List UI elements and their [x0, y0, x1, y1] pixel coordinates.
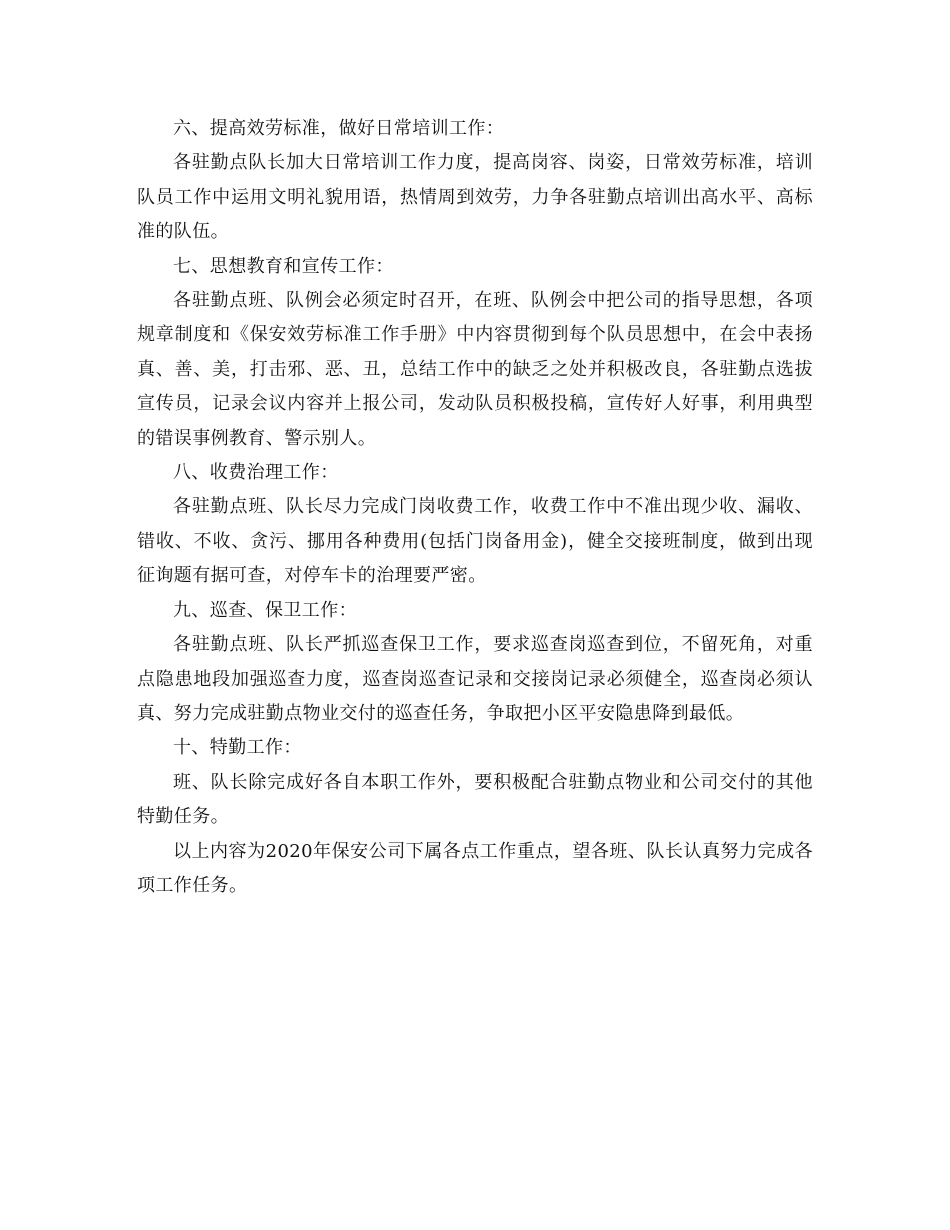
heading-section-10: 十、特勤工作： — [173, 737, 302, 759]
document-body — [137, 112, 813, 903]
paragraph-section-8: 各驻勤点班、队长尽力完成门岗收费工作，收费工作中不准出现少收、漏收、错收、不收、贪污、挪用各种费用(包括门岗备用金)，健全交接班制度，做到出现征询题有据可查，对停车卡的治理要严密。 — [137, 496, 813, 587]
heading-section-8: 八、收费治理工作： — [173, 462, 339, 484]
heading-section-9: 九、巡查、保卫工作： — [173, 599, 357, 621]
heading-section-7: 七、思想教育和宣传工作： — [173, 255, 394, 277]
heading-section-6: 六、提高效劳标准，做好日常培训工作： — [173, 118, 505, 139]
paragraph-section-10: 班、队长除完成好各自本职工作外，要积极配合驻勤点物业和公司交付的其他特勤任务。 — [137, 771, 813, 828]
paragraph-section-7: 各驻勤点班、队例会必须定时召开，在班、队例会中把公司的指导思想，各项规章制度和《保安效劳标准工作手册》中内容贯彻到每个队员思想中，在会中表扬真、善、美，打击邪、恶、丑，总结工作中的缺乏之处并积极改良，各驻勤点选拔宣传员，记录会议内容并上报公司，发动队员积极投稿，宣传好人好事，利用典型的错误事例教育、警示别人。 — [137, 290, 813, 449]
paragraph-section-6: 各驻勤点队长加大日常培训工作力度，提高岗容、岗姿，日常效劳标准，培训队员工作中运用文明礼貌用语，热情周到效劳，力争各驻勤点培训出高水平、高标准的队伍。 — [137, 152, 813, 243]
closing-paragraph: 以上内容为2020年保安公司下属各点工作重点，望各班、队长认真努力完成各项工作任务。 — [137, 840, 813, 896]
paragraph-section-9: 各驻勤点班、队长严抓巡查保卫工作，要求巡查岗巡查到位，不留死角，对重点隐患地段加强巡查力度，巡查岗巡查记录和交接岗记录必须健全，巡查岗必须认真、努力完成驻勤点物业交付的巡查任务，争取把小区平安隐患降到最低。 — [137, 634, 813, 724]
